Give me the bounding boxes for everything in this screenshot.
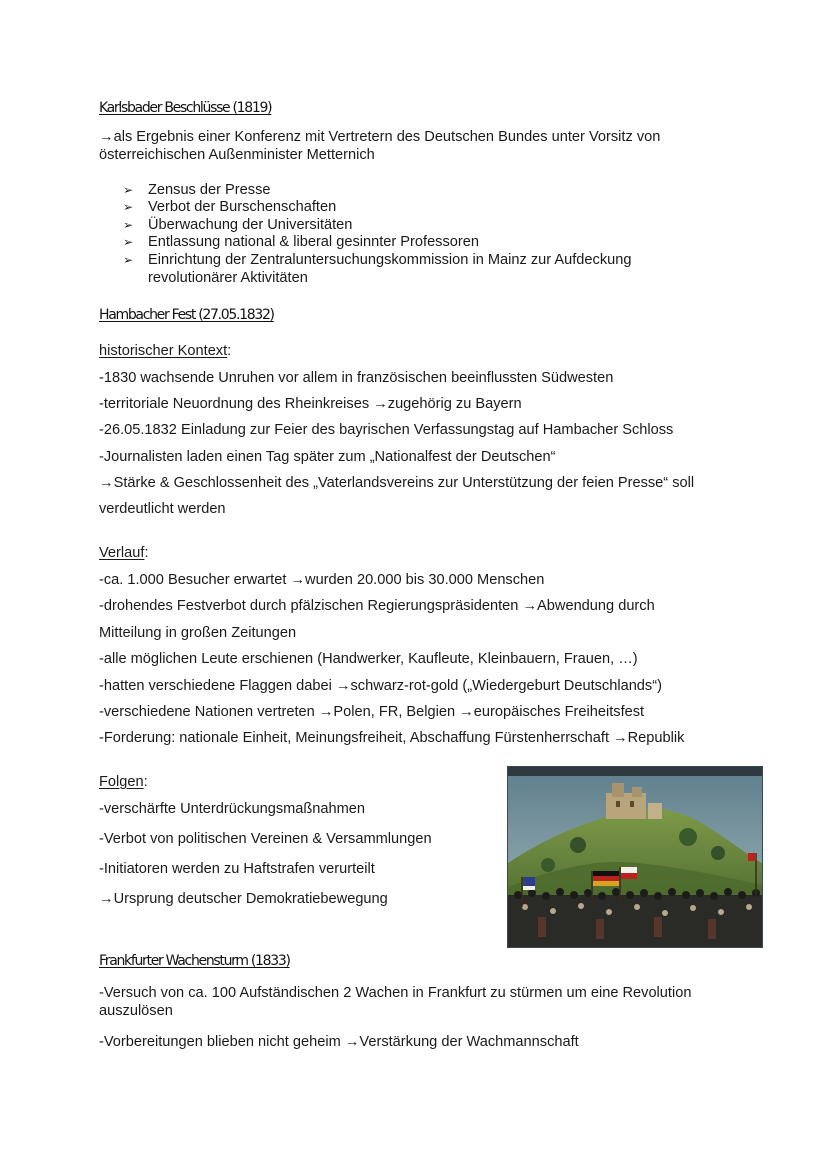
paragraph-line: österreichischen Außenminister Metternich [99, 147, 375, 163]
section-heading-hambacher: Hambacher Fest (27.05.1832) [99, 307, 274, 323]
bullet-item: ➢ Verbot der Burschenschaften [123, 199, 337, 215]
paragraph-line: →Stärke & Geschlossenheit des „Vaterlandsvereins zur Unterstützung der feien Presse“ soll [99, 475, 695, 491]
bullet-item: ➢ Entlassung national & liberal gesinnter Professoren [123, 234, 479, 250]
paragraph-line: -drohendes Festverbot durch pfälzischen Regierungspräsidenten →Abwendung durch [99, 598, 655, 614]
hambacher-fest-painting [507, 766, 763, 948]
paragraph-line: verdeutlicht werden [99, 501, 226, 517]
paragraph-line: auszulösen [99, 1003, 173, 1019]
arrowhead-bullet-icon: ➢ [123, 218, 134, 232]
section-heading-frankfurter: Frankfurter Wachensturm (1833) [99, 953, 290, 969]
paragraph-line: -alle möglichen Leute erschienen (Handwerker, Kaufleute, Kleinbauern, Frauen, …) [99, 651, 638, 667]
paragraph-line: -1830 wachsende Unruhen vor allem in französischen beeinflussten Südwesten [99, 370, 614, 386]
paragraph-line: →als Ergebnis einer Konferenz mit Vertretern des Deutschen Bundes unter Vorsitz von [99, 129, 661, 145]
paragraph-line: -Versuch von ca. 100 Aufständischen 2 Wachen in Frankfurt zu stürmen um eine Revolution [99, 985, 692, 1001]
paragraph-line: -Initiatoren werden zu Haftstrafen verurteilt [99, 861, 375, 877]
paragraph-line: -verschiedene Nationen vertreten →Polen, FR, Belgien →europäisches Freiheitsfest [99, 704, 645, 720]
paragraph-line: -hatten verschiedene Flaggen dabei →schwarz-rot-gold („Wiedergeburt Deutschlands“) [99, 678, 662, 694]
section-heading-karlsbader: Karlsbader Beschlüsse (1819) [99, 100, 272, 116]
subheading-course: Verlauf: [99, 545, 149, 561]
arrowhead-bullet-icon: ➢ [123, 253, 134, 267]
arrowhead-bullet-icon: ➢ [123, 183, 134, 197]
arrowhead-bullet-icon: ➢ [123, 200, 134, 214]
bullet-item: ➢ Überwachung der Universitäten [123, 217, 353, 233]
arrowhead-bullet-icon: ➢ [123, 235, 134, 249]
paragraph-line: →Ursprung deutscher Demokratiebewegung [99, 891, 388, 907]
paragraph-line: -Journalisten laden einen Tag später zum „Nationalfest der Deutschen“ [99, 449, 556, 465]
paragraph-line: Mitteilung in großen Zeitungen [99, 625, 297, 641]
paragraph-line: -Verbot von politischen Vereinen & Versammlungen [99, 831, 432, 847]
paragraph-line: -ca. 1.000 Besucher erwartet →wurden 20.000 bis 30.000 Menschen [99, 572, 545, 588]
bullet-item: ➢ Einrichtung der Zentraluntersuchungskommission in Mainz zur Aufdeckung [123, 252, 632, 268]
bullet-continuation: revolutionärer Aktivitäten [148, 270, 308, 286]
paragraph-line: -territoriale Neuordnung des Rheinkreises →zugehörig zu Bayern [99, 396, 522, 412]
paragraph-line: -26.05.1832 Einladung zur Feier des bayrischen Verfassungstag auf Hambacher Schloss [99, 422, 674, 438]
paragraph-line: -verschärfte Unterdrückungsmaßnahmen [99, 801, 366, 817]
paragraph-line: -Forderung: nationale Einheit, Meinungsfreiheit, Abschaffung Fürstenherrschaft →Republik [99, 730, 685, 746]
subheading-context: historischer Kontext: [99, 343, 232, 359]
bullet-item: ➢ Zensus der Presse [123, 182, 271, 198]
paragraph-line: -Vorbereitungen blieben nicht geheim →Verstärkung der Wachmannschaft [99, 1034, 579, 1050]
subheading-consequences: Folgen: [99, 774, 148, 790]
